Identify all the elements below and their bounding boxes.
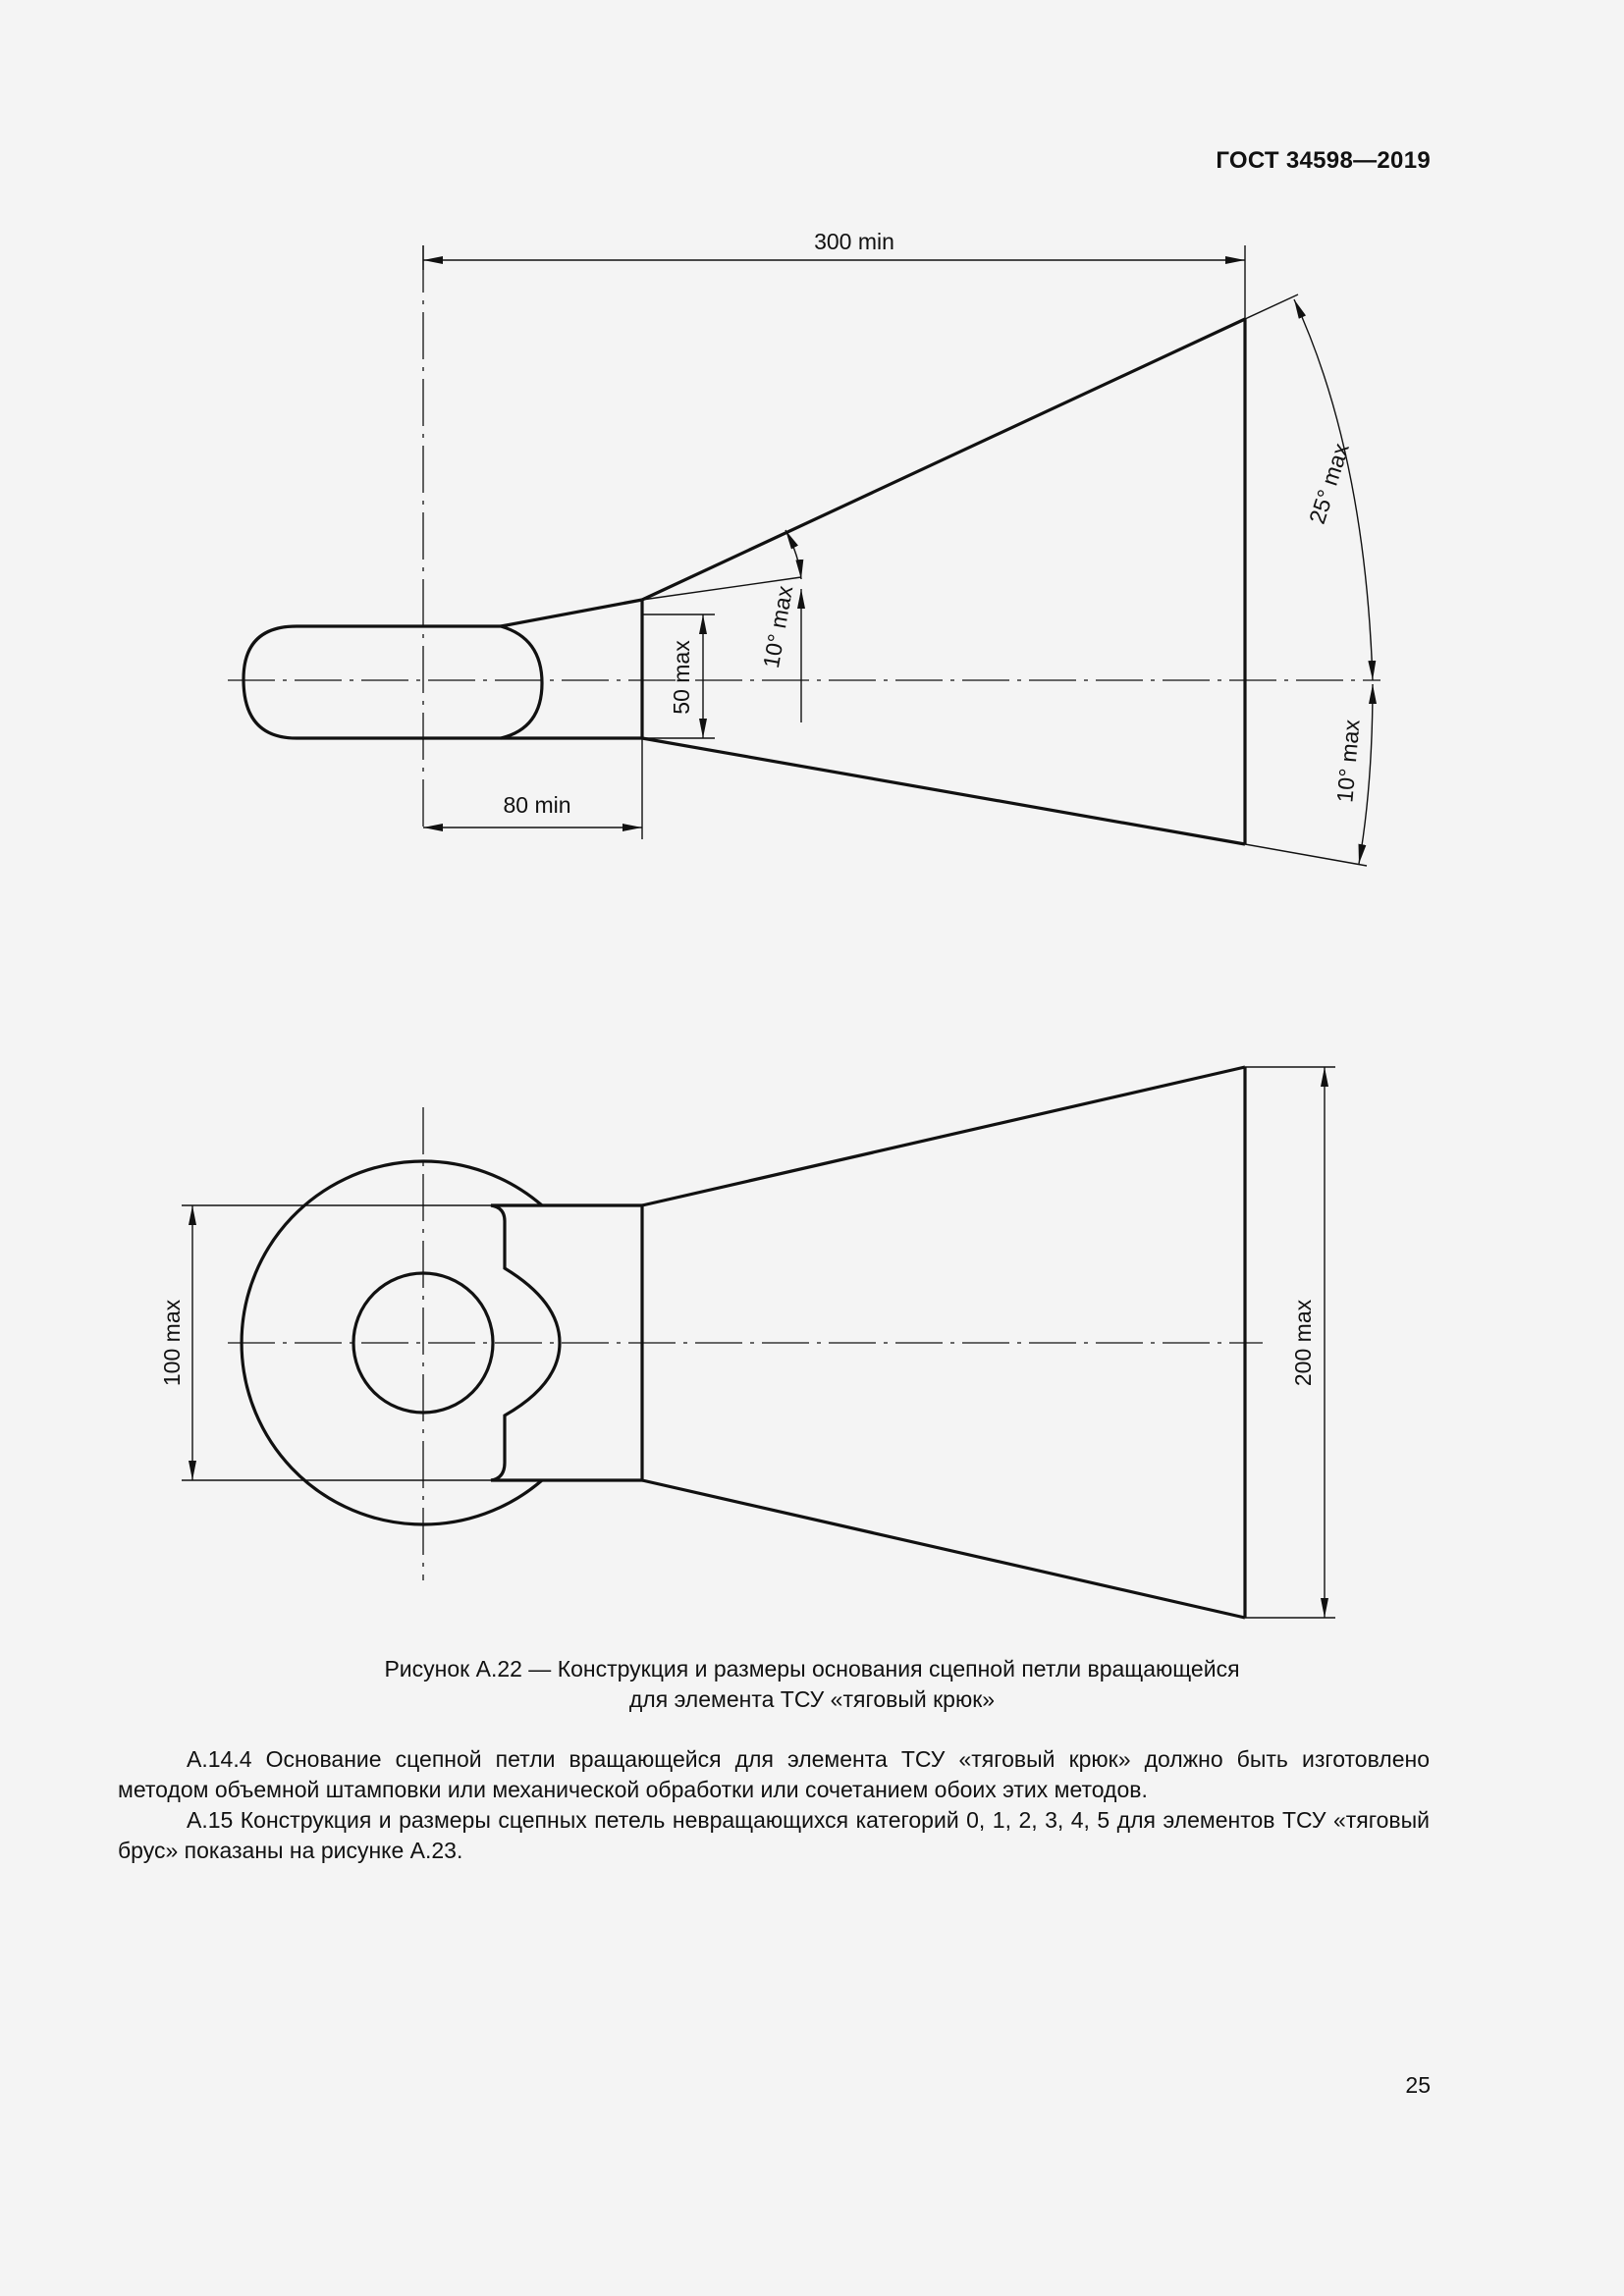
body-text: [118, 1744, 1430, 1866]
paragraph-a-14-4: А.14.4 Основание сцепной петли вращающейся для элемента ТСУ «тяговый крюк» должно быть изготовлено методом объемной штамповки или механической обработки или сочетанием обоих этих методов.: [118, 1746, 1430, 1802]
caption-line-1: Рисунок А.22 — Конструкция и размеры основания сцепной петли вращающейся: [384, 1656, 1240, 1682]
loop-body: [244, 626, 542, 738]
angle-lower-label: 10° max: [1331, 719, 1365, 804]
caption-line-2: для элемента ТСУ «тяговый крюк»: [628, 1686, 996, 1712]
figure-caption: [0, 1654, 1624, 1715]
dim-length-label: 300 min: [814, 229, 894, 254]
document-header: ГОСТ 34598—2019: [1216, 147, 1431, 174]
dim-loop-label: 80 min: [503, 792, 571, 818]
angle-inner-arc: [785, 530, 801, 579]
dim-height-right-label: 200 max: [1290, 1299, 1316, 1387]
dim-height-left-label: 100 max: [159, 1299, 185, 1387]
dim-neck-label: 50 max: [669, 640, 694, 715]
angle-inner-label: 10° max: [757, 583, 798, 670]
cone-upper-edge: [642, 319, 1245, 600]
top-view: [228, 229, 1380, 866]
side-view: [159, 1067, 1335, 1618]
paragraph-a-15: А.15 Конструкция и размеры сцепных петель невращающихся категорий 0, 1, 2, 3, 4, 5 для элементов ТСУ «тяговый брус» показаны на рисунке А.23.: [118, 1807, 1430, 1863]
side-cone-lower: [642, 1480, 1245, 1618]
page-number: 25: [1405, 2072, 1431, 2098]
angle-upper-label: 25° max: [1303, 440, 1354, 527]
angle-lower-arc: [1359, 684, 1373, 864]
side-cone-upper: [642, 1067, 1245, 1205]
cone-lower-edge: [642, 738, 1245, 844]
